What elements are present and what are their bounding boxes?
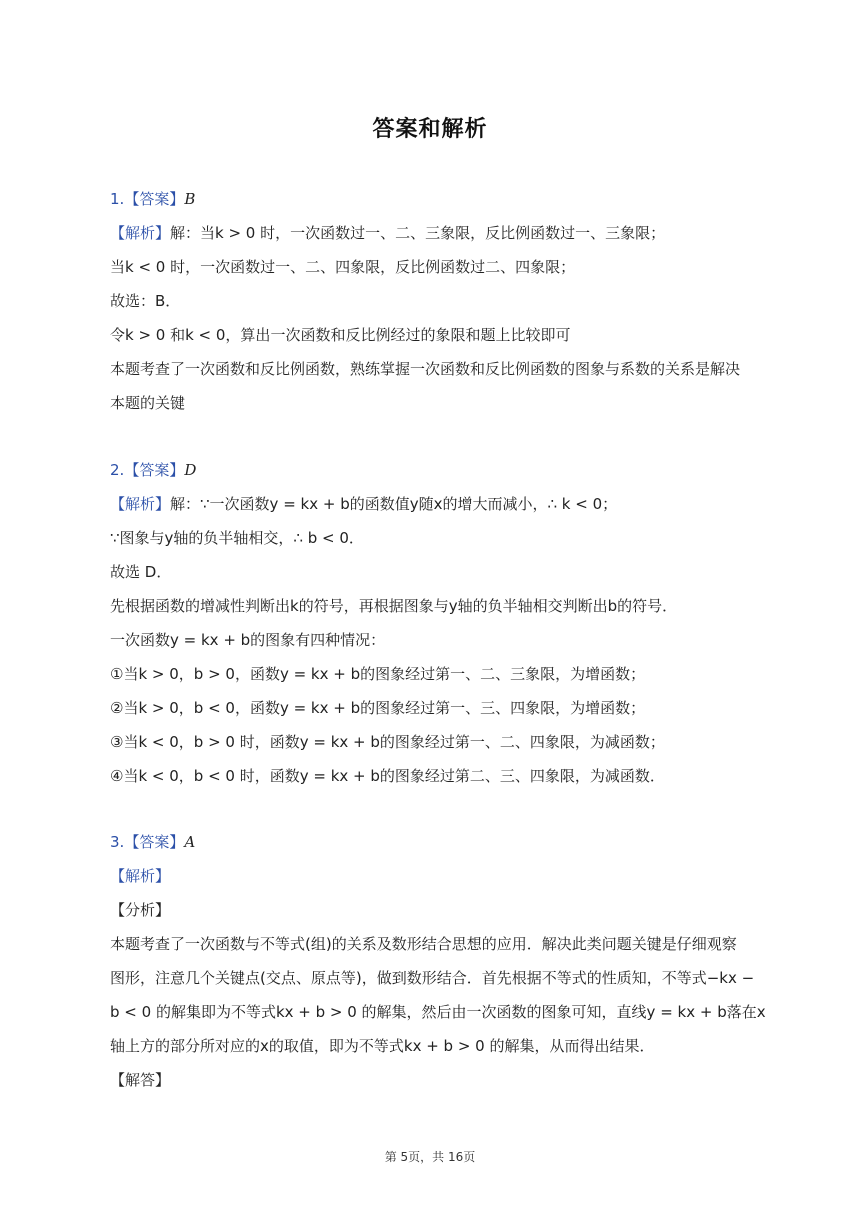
- q2-analysis-tag: 【解析】: [110, 495, 171, 513]
- q1-analysis-line: [110, 222, 750, 244]
- q2-line-4: 一次函数y = kx + b的图象有四种情况：: [110, 631, 386, 649]
- q1-line-3: 令k > 0 和k < 0，算出一次函数和反比例经过的象限和题上比较即可: [110, 326, 571, 344]
- q2-line-3: 先根据函数的增减性判断出k的符号，再根据图象与y轴的负半轴相交判断出b的符号．: [110, 597, 678, 615]
- q3-line-0: 本题考查了一次函数与不等式(组)的关系及数形结合思想的应用．解决此类问题关键是仔细观察: [110, 935, 737, 953]
- q1-answer-line: [110, 188, 750, 210]
- q3-number: 3.: [110, 833, 125, 851]
- q1-number: 1.: [110, 190, 125, 208]
- q3-answer: A: [184, 833, 196, 851]
- q3-line-3: 轴上方的部分所对应的x的取值，即为不等式kx + b > 0 的解集，从而得出结果．: [110, 1037, 655, 1055]
- q2-analysis-line: [110, 493, 750, 515]
- q2-line-8: ④当k < 0，b < 0 时，函数y = kx + b的图象经过第二、三、四象限，为减函数．: [110, 767, 665, 785]
- q1-line-2: 故选：B．: [110, 292, 181, 310]
- q3-line-2: b < 0 的解集即为不等式kx + b > 0 的解集，然后由一次函数的图象可知，直线y = kx + b落在x: [110, 1003, 766, 1021]
- q2-line-6: ②当k > 0，b < 0，函数y = kx + b的图象经过第一、三、四象限，为增函数；: [110, 699, 646, 717]
- q2-line-5: ①当k > 0，b > 0，函数y = kx + b的图象经过第一、二、三象限，为增函数；: [110, 665, 646, 683]
- q2-answer-tag: 【答案】: [124, 461, 185, 479]
- q1-line-1: 当k < 0 时，一次函数过一、二、四象限，反比例函数过二、四象限；: [110, 258, 576, 276]
- page-footer: 第 5页，共 16页: [384, 1150, 476, 1164]
- q3-solution-head: 【解答】: [110, 1071, 171, 1089]
- q1-answer-tag: 【答案】: [124, 190, 185, 208]
- q3-analysis-head: 【分析】: [110, 901, 171, 919]
- q2-answer-line: [110, 459, 750, 481]
- q2-line-2: 故选 D．: [110, 563, 172, 581]
- q3-answer-tag: 【答案】: [124, 833, 185, 851]
- page-title: 答案和解析: [372, 117, 488, 142]
- q1-line-5: 本题的关键: [110, 394, 186, 412]
- q1-analysis-tag: 【解析】: [110, 224, 171, 242]
- q3-line-1: 图形，注意几个关键点(交点、原点等)，做到数形结合．首先根据不等式的性质知，不等式−kx −: [110, 969, 755, 987]
- q2-line-0: 解：∵一次函数y = kx + b的函数值y随x的增大而减小，∴ k < 0；: [170, 495, 618, 513]
- q2-number: 2.: [110, 461, 125, 479]
- q2-line-1: ∵图象与y轴的负半轴相交，∴ b < 0．: [110, 529, 364, 547]
- q1-line-4: 本题考查了一次函数和反比例函数，熟练掌握一次函数和反比例函数的图象与系数的关系是解决: [110, 360, 741, 378]
- q1-answer: B: [184, 190, 196, 208]
- q3-answer-line: [110, 831, 750, 853]
- q2-line-7: ③当k < 0，b > 0 时，函数y = kx + b的图象经过第一、二、四象限，为减函数；: [110, 733, 665, 751]
- q2-answer: D: [184, 461, 197, 479]
- q3-analysis-tag: 【解析】: [110, 867, 171, 885]
- q1-line-0: 解：当k > 0 时，一次函数过一、二、三象限，反比例函数过一、三象限；: [170, 224, 666, 242]
